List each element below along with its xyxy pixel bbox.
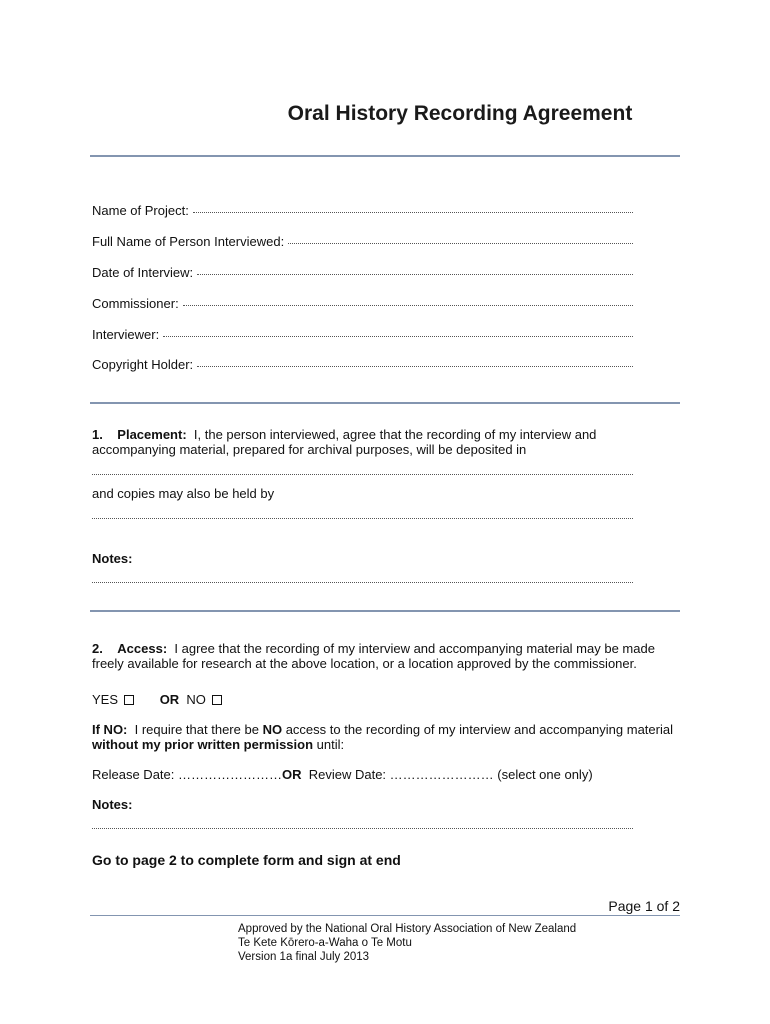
placement-number: 1. [92,427,103,442]
footer-line-1: Approved by the National Oral History Association of New Zealand [238,923,577,935]
date-dotted-line [197,265,633,275]
placement-paragraph [92,427,682,457]
yes-label: YES [92,692,119,707]
interviewer-label: Interviewer: [92,327,160,342]
release-date-field[interactable]: Release Date: …………………… [92,767,282,782]
review-date-field[interactable]: Review Date: …………………… (select one only) [308,767,593,782]
if-no-text-2: access to the recording of my interview and accompanying material [285,722,673,737]
project-label: Name of Project: [92,203,189,218]
yes-checkbox[interactable] [124,695,134,705]
commissioner-label: Commissioner: [92,296,179,311]
goto-instruction: Go to page 2 to complete form and sign at end [92,852,401,868]
if-no-text-1: I require that there be [134,722,259,737]
access-heading: Access: [117,641,168,656]
person-field[interactable] [92,234,633,249]
footer-line-3: Version 1a final July 2013 [238,951,370,963]
copies-label: and copies may also be held by [92,486,275,501]
project-field[interactable] [92,203,633,218]
copyright-field[interactable] [92,357,633,372]
no-checkbox[interactable] [212,695,222,705]
deposit-location-line[interactable] [92,474,633,475]
without-permission: without my prior written permission [92,737,314,752]
dates-row [92,767,682,782]
copyright-dotted-line [197,357,633,367]
footer-divider [90,915,680,916]
section-divider [90,610,680,612]
yes-no-row [92,692,682,707]
no-label: NO [186,692,206,707]
interviewer-field[interactable] [92,327,633,342]
access-number: 2. [92,641,103,656]
or-label: OR [159,692,180,707]
until-label: until: [316,737,345,752]
footer-line-2: Te Kete Kōrero-a-Waha o Te Motu [238,937,412,949]
footer [238,922,658,964]
project-dotted-line [193,203,633,213]
commissioner-dotted-line [183,296,633,306]
if-no-label: If NO: [92,722,128,737]
access-notes-label: Notes: [92,797,133,812]
section-divider [90,402,680,404]
page-title: Oral History Recording Agreement [287,102,633,125]
person-dotted-line [288,234,633,244]
access-notes-line[interactable] [92,828,633,829]
page-number: Page 1 of 2 [608,898,680,914]
placement-notes-label: Notes: [92,551,133,566]
date-label: Date of Interview: [92,265,194,280]
copies-location-line[interactable] [92,518,633,519]
title-divider [90,155,680,157]
interviewer-dotted-line [163,327,633,337]
access-text: I agree that the recording of my interview and accompanying material may be made freely available for research at the above location, or a location approved by the commissioner. [92,641,655,671]
no-emphasis: NO [262,722,283,737]
or-dates-label: OR [282,767,302,782]
placement-text: I, the person interviewed, agree that the recording of my interview and accompanying material, prepared for archival purposes, will be deposited in [92,427,597,457]
if-no-paragraph [92,722,682,752]
commissioner-field[interactable] [92,296,633,311]
date-field[interactable] [92,265,633,280]
access-paragraph [92,641,682,671]
person-label: Full Name of Person Interviewed: [92,234,285,249]
copyright-label: Copyright Holder: [92,357,194,372]
placement-heading: Placement: [117,427,187,442]
placement-notes-line[interactable] [92,582,633,583]
